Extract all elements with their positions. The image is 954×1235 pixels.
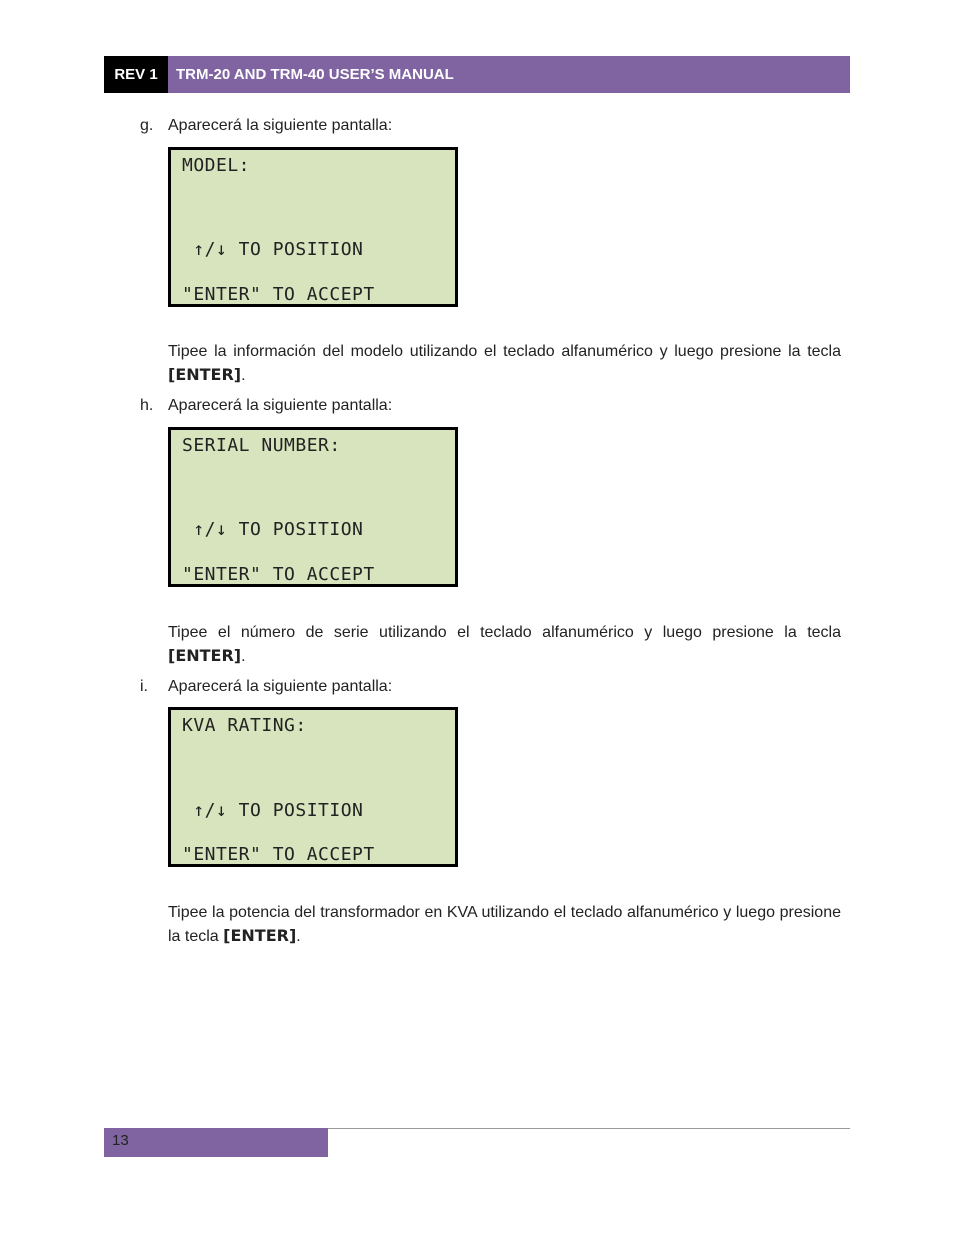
lcd-screen-serial bbox=[168, 427, 458, 587]
lcd-screen-kva bbox=[168, 707, 458, 867]
instruction-paragraph bbox=[168, 621, 841, 668]
lcd-line-1: MODEL: bbox=[182, 155, 251, 176]
enter-key-label: [ENTER] bbox=[223, 926, 297, 945]
lcd-line-3: ↑/↓ TO POSITION bbox=[182, 239, 364, 260]
manual-title: TRM-20 AND TRM-40 USER’S MANUAL bbox=[168, 56, 850, 93]
lcd-line-4: "ENTER" TO ACCEPT bbox=[182, 564, 375, 585]
paragraph-text: Tipee el número de serie utilizando el teclado alfanumérico y luego presione la tecla bbox=[168, 624, 841, 641]
lcd-line-3: ↑/↓ TO POSITION bbox=[182, 800, 364, 821]
step-marker: i. bbox=[140, 678, 148, 695]
step-text: Aparecerá la siguiente pantalla: bbox=[168, 678, 393, 695]
lcd-line-1: KVA RATING: bbox=[182, 715, 307, 736]
lcd-line-4: "ENTER" TO ACCEPT bbox=[182, 844, 375, 865]
lcd-screen-model bbox=[168, 147, 458, 307]
step-marker: h. bbox=[140, 397, 154, 414]
enter-key-label: [ENTER] bbox=[168, 365, 242, 384]
instruction-paragraph bbox=[168, 901, 841, 948]
lcd-line-3: ↑/↓ TO POSITION bbox=[182, 519, 364, 540]
paragraph-text: Tipee la información del modelo utilizando el teclado alfanumérico y luego presione la tecla bbox=[168, 343, 841, 360]
paragraph-end: . bbox=[241, 648, 246, 665]
revision-label: REV 1 bbox=[104, 56, 168, 93]
paragraph-end: . bbox=[296, 928, 301, 945]
step-text: Aparecerá la siguiente pantalla: bbox=[168, 117, 393, 134]
page-header bbox=[104, 56, 850, 93]
lcd-line-1: SERIAL NUMBER: bbox=[182, 435, 341, 456]
lcd-line-4: "ENTER" TO ACCEPT bbox=[182, 284, 375, 305]
step-marker: g. bbox=[140, 117, 154, 134]
page-number: 13 bbox=[104, 1128, 328, 1157]
instruction-paragraph bbox=[168, 340, 841, 387]
step-text: Aparecerá la siguiente pantalla: bbox=[168, 397, 393, 414]
paragraph-text: Tipee la potencia del transformador en KVA utilizando el teclado alfanumérico y luego presione la tecla bbox=[168, 904, 841, 945]
paragraph-end: . bbox=[241, 367, 246, 384]
enter-key-label: [ENTER] bbox=[168, 646, 242, 665]
